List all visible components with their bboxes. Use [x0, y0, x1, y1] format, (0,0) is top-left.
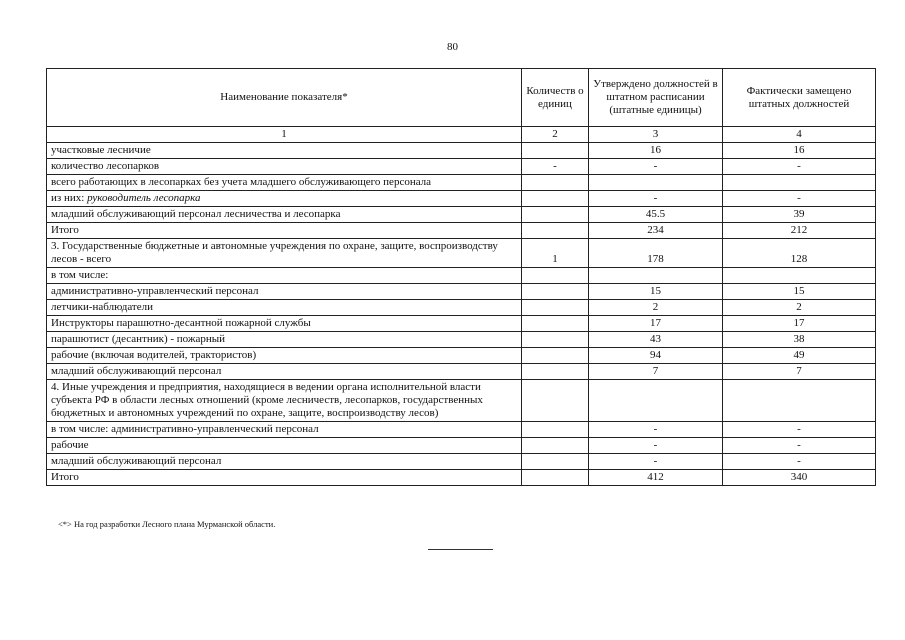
row-name: младший обслуживающий персонал	[47, 364, 522, 380]
row-actual: 212	[723, 223, 876, 239]
row-actual	[723, 175, 876, 191]
row-count	[522, 175, 589, 191]
row-name	[47, 191, 522, 207]
column-number: 4	[723, 127, 876, 143]
row-actual: 7	[723, 364, 876, 380]
end-divider	[428, 549, 493, 550]
row-count	[522, 300, 589, 316]
row-approved: 16	[589, 143, 723, 159]
page-number: 80	[447, 41, 458, 53]
row-count	[522, 316, 589, 332]
column-number: 2	[522, 127, 589, 143]
row-actual: -	[723, 438, 876, 454]
row-count	[522, 223, 589, 239]
table-row	[47, 316, 876, 332]
row-count	[522, 332, 589, 348]
row-actual: 49	[723, 348, 876, 364]
row-name: рабочие (включая водителей, трактористов)	[47, 348, 522, 364]
row-name: административно-управленческий персонал	[47, 284, 522, 300]
row-count: -	[522, 159, 589, 175]
table-row	[47, 239, 876, 268]
row-name: в том числе:	[47, 268, 522, 284]
table-row	[47, 470, 876, 486]
row-count	[522, 143, 589, 159]
column-number: 1	[47, 127, 522, 143]
row-name: рабочие	[47, 438, 522, 454]
table-row	[47, 143, 876, 159]
row-name: 3. Государственные бюджетные и автономные учреждения по охране, защите, воспроизводству лесов - всего	[47, 239, 522, 268]
row-name-prefix: из них:	[51, 192, 85, 204]
row-name: летчики-наблюдатели	[47, 300, 522, 316]
row-count	[522, 422, 589, 438]
row-count	[522, 380, 589, 422]
row-count: 1	[522, 239, 589, 268]
header-unit-count: Количеств о единиц	[522, 69, 589, 127]
row-actual: 15	[723, 284, 876, 300]
row-name: количество лесопарков	[47, 159, 522, 175]
table-row	[47, 191, 876, 207]
row-approved: 7	[589, 364, 723, 380]
row-name: младший обслуживающий персонал лесничества и лесопарка	[47, 207, 522, 223]
header-approved-positions: Утверждено должностей в штатном расписании (штатные единицы)	[589, 69, 723, 127]
row-name: Итого	[47, 223, 522, 239]
row-count	[522, 207, 589, 223]
table-row	[47, 284, 876, 300]
row-actual	[723, 380, 876, 422]
table-row	[47, 332, 876, 348]
table-row	[47, 207, 876, 223]
row-count	[522, 191, 589, 207]
row-approved: 2	[589, 300, 723, 316]
row-actual: -	[723, 454, 876, 470]
row-approved: -	[589, 159, 723, 175]
row-approved: 178	[589, 239, 723, 268]
row-count	[522, 438, 589, 454]
column-number-row	[47, 127, 876, 143]
row-approved: -	[589, 191, 723, 207]
row-approved: 43	[589, 332, 723, 348]
row-approved: 45.5	[589, 207, 723, 223]
row-actual	[723, 268, 876, 284]
row-actual: 17	[723, 316, 876, 332]
staffing-table	[46, 68, 876, 486]
row-approved: -	[589, 438, 723, 454]
row-name: 4. Иные учреждения и предприятия, находящиеся в ведении органа исполнительной власти субъекта РФ в области лесных отношений (кроме лесничеств, лесопарков, государственных бюджетных и автономных учреждений по охране, защите, воспроизводству лесов)	[47, 380, 522, 422]
table-row	[47, 364, 876, 380]
row-actual: 340	[723, 470, 876, 486]
row-actual: -	[723, 191, 876, 207]
row-name: в том числе: административно-управленческий персонал	[47, 422, 522, 438]
row-approved: 17	[589, 316, 723, 332]
table-row	[47, 380, 876, 422]
column-number: 3	[589, 127, 723, 143]
row-actual: 2	[723, 300, 876, 316]
row-count	[522, 284, 589, 300]
row-approved: -	[589, 454, 723, 470]
table-row	[47, 223, 876, 239]
row-name-italic: руководитель лесопарка	[87, 192, 201, 204]
row-actual: 38	[723, 332, 876, 348]
row-name: участковые лесничие	[47, 143, 522, 159]
row-name: младший обслуживающий персонал	[47, 454, 522, 470]
row-approved: 15	[589, 284, 723, 300]
row-name: Инструкторы парашютно-десантной пожарной службы	[47, 316, 522, 332]
table-row	[47, 454, 876, 470]
row-approved: 94	[589, 348, 723, 364]
row-actual: -	[723, 159, 876, 175]
row-count	[522, 470, 589, 486]
row-actual: -	[723, 422, 876, 438]
row-approved: 412	[589, 470, 723, 486]
row-approved	[589, 175, 723, 191]
row-approved	[589, 380, 723, 422]
row-actual: 16	[723, 143, 876, 159]
row-approved: 234	[589, 223, 723, 239]
table-row	[47, 159, 876, 175]
row-name: Итого	[47, 470, 522, 486]
header-indicator-name: Наименование показателя*	[47, 69, 522, 127]
row-name: всего работающих в лесопарках без учета младшего обслуживающего персонала	[47, 175, 522, 191]
table-row	[47, 348, 876, 364]
row-count	[522, 348, 589, 364]
row-actual: 39	[723, 207, 876, 223]
row-approved: -	[589, 422, 723, 438]
table-row	[47, 422, 876, 438]
row-approved	[589, 268, 723, 284]
row-count	[522, 268, 589, 284]
table-row	[47, 300, 876, 316]
header-row	[47, 69, 876, 127]
table-row	[47, 268, 876, 284]
row-name: парашютист (десантник) - пожарный	[47, 332, 522, 348]
table-row	[47, 175, 876, 191]
table-row	[47, 438, 876, 454]
row-actual: 128	[723, 239, 876, 268]
row-count	[522, 364, 589, 380]
header-actual-positions: Фактически замещено штатных должностей	[723, 69, 876, 127]
footnote: <*> На год разработки Лесного плана Мурманской области.	[58, 519, 276, 529]
row-count	[522, 454, 589, 470]
